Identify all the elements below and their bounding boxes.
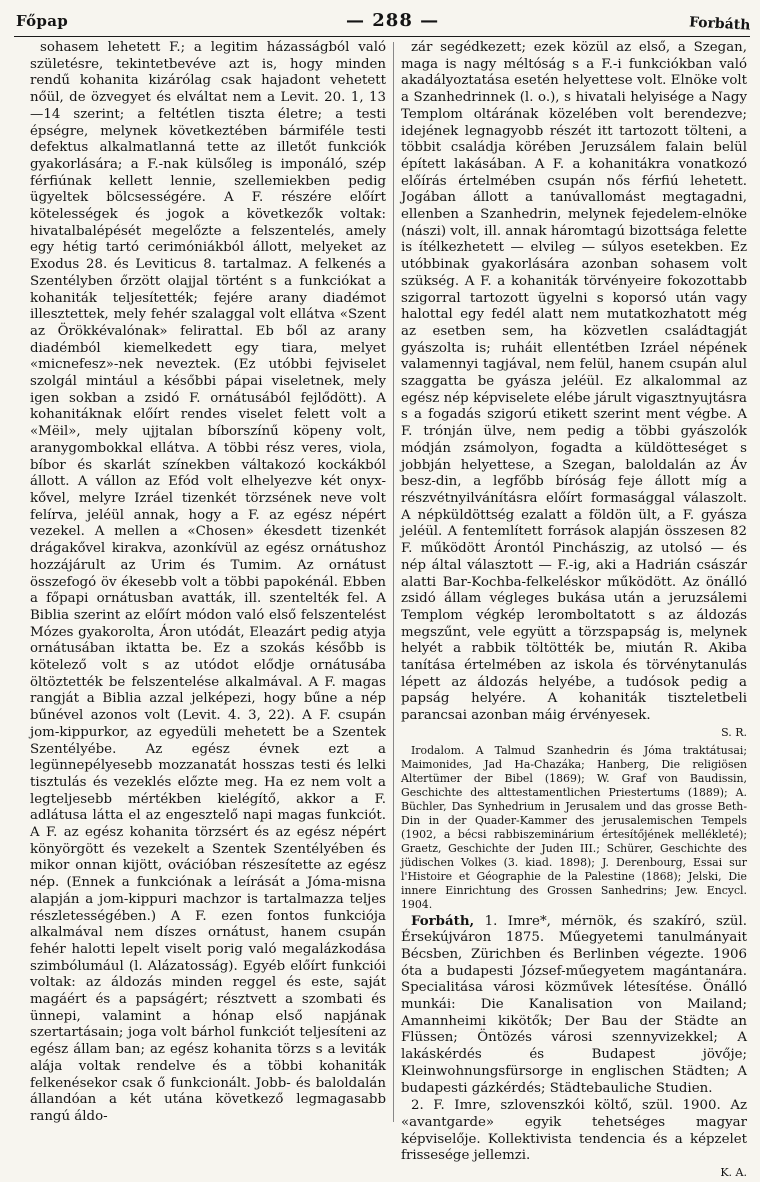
body-paragraph: sohasem lehetett F.; a legitim házasságból való születésre, tekintetbevéve azt is, hogy minden rendű kohanita kizárólag csak hajadont vehetett nőül, de özvegyet és elváltat nem a Levit. 20. 1, 13—14 szerint; a feltétlen tiszta életre; a testi épségre, melynek következtében bármiféle testi defektus alkalmatlanná tette az illetőt funkciók gyakorlására; a F.-nak külsőleg is imponáló, szép férfiúnak kellett lennie, szellemiekben pedig ügyeltek bölcsességére. A F. részére előírt kötelességek és jogok a következők voltak: hivatalbalépését megelőzte a felszentelés, amely egy hétig tartó cerimóniákból állott, melyeket az Exodus 28. és Leviticus 8. tartalmaz. A felkenés a Szentélyben őrzött olajjal történt s a funkciókat a kohaniták teljesítették; fejére arany diadémot illesztettek, mely fehér szalaggal volt ellátva «Szent az Örökkévalónak» felirattal. Eb ből az arany diadémból kiemelkedett egy tiara, melyet «micnefesz»-nek neveztek. (Ez utóbbi fejviselet szolgál mintául a későbbi pápai viseletnek, mely igen sokban a zsidó F. ornátusából fejlődött). A kohanitáknak előírt rendes viselet felett volt a «Mëil», mely ujjtalan bíborszínű köpeny volt, aranygombokkal ellátva. A többi rész veres, viola, bíbor és skarlát színekben váltakozó kockákból állott. A vállon az Efód volt elhelyezve két onyx-kővel, melyre Izráel tizenkét törzsének neve volt felírva, jeléül annak, hogy a F. az egész népért vezekel. A mellen a «Chosen» ékesdett tizenkét drágakővel kirakva, azonkívül az egész ornátushoz hozzájárult az Urim és Tumim. Az ornátust összefogó öv ékesebb volt a többi papokénál. Ebben a főpapi ornátusban avatták, ill. szentelték fel. A Biblia szerint az előírt módon való első felszentelést Mózes gyakorolta, Áron utódát, Eleazárt pedig atyja ornátusában iktatta be. Ez a szokás később is kötelező volt s az utódot elődje ornátusába öltöztették be felszentelése alkalmával. A F. magas rangját a Biblia azzal jelképezi, hogy bűne a nép bűnével azonos volt (Levit. 4. 3, 22). A F. csupán jom-kippurkor, az egyedüli mehetett be a Szentek Szentélyébe. Az egész évnek ezt a legünnepélyesebb mozzanatát hosszas testi és lelki tisztulás és vezeklés előzte meg. Ha ez nem volt a legteljesebb mértékben kielégítő, akkor a F. adlátusa látta el az engesztelő napi magas funkciót. A F. az egész kohanita törzsért és az egész népért könyörgött és vezekelt a Szentek Szentélyében és mikor onnan kijött, ovációban részesítette az egész nép. (Ennek a funkciónak a leírását a Jóma-misna alapján a jom-kippuri machzor is tartalmazza teljes részletességében.) A F. ezen fontos funkciója alkalmával nem díszes ornátust, hanem csupán fehér halotti lepelt viselt porig való megalázkodása szimbólumául (l. Alázatosság). Egyéb előírt funkciói voltak: az áldozás minden reggel és este, saját magáért és a papságért; résztvett a szombati és ünnepi, valamint a hónap első napjának szertartásain; joga volt bárhol funkciót teljesíteni az egész állam ban; az egész kohanita törzs s a leviták alája voltak rendelve és a többi kohaniták felkenésekor csak ő funkcionált. Jobb- és baloldalán állandóan a két utána következő legmagasabb rangú áldo- — [30, 40, 386, 1124]
entry-headword: Forbáth, — [411, 912, 475, 929]
body-paragraph: zár segédkezett; ezek közül az első, a Szegan, maga is nagy méltóság s a F.-i funkciókban való akadályoztatása esetén helyettese volt. Elnöke volt a Szanhedrinnek (l. o.), s hivatali helyisége a Nagy Templom oltárának közelében volt berendezve; idejének legnagyobb részét itt tartozott tölteni, a többit családja körében Jeruzsálem falain belül épített lakásában. A F. a kohanitákra vonatkozó előírás értelmében csupán nős férfiú lehetett. Jogában állott a tanúvallomást megtagadni, ellenben a Szanhedrin, melynek fejedelem-elnöke (nászi) volt, ill. annak háromtagú bizottsága felette is ítélkezhetett — elvileg — súlyos esetekben. Ez utóbbinak gyakorlására azonban sohasem volt szükség. A F. a kohaniták törvényeire fokozottabb szigorral tartozott ügyelni s koporsó után vagy halottal egy fedél alatt nem mutatkozhatott még az esetben sem, ha közvetlen családtagját gyászolta is; ruháit ellentétben Izráel népének valamennyi tagjával, nem felül, hanem csupán alul szaggatta be gyásza jeléül. Ez alkalommal az egész nép képviselete elébe járult vigasztnyujtásra s a fogadás szigorú etikett szerint ment végbe. A F. trónján ülve, nem pedig a többi gyászolók módján zsámolyon, fogadta a küldötteséget s jobbján helyettese, a Szegan, baloldalán az Áv besz-din, a legfőbb bíróság feje állott míg a részvétnyilvánításra előírt formasággal válaszolt. A népküldöttség ezalatt a földön ült, a F. gyásza jeléül. A fentemlített források alapján összesen 82 F. működött Árontól Pinchászig, az utolsó — és nép által választott — F.-ig, aki a Hadrián császár alatti Bar-Kochba-felkeléskor működött. Az önálló zsidó állam végleges bukása után a jeruzsálemi Templom végkép leromboltatott s az áldozás megszűnt, vele együtt a törzspapság is, melynek helyét a rabbik töltötték be, miután R. Akiba tanítása értelmében az iskola és törvénytanulás lépett az áldozás helyébe, a tudósok pedig a papság helyére. A kohaniták tiszteletbeli parancsai azonban máig érvényesek. — [401, 40, 747, 724]
right-column — [401, 40, 747, 1180]
entry-forbath-2: 2. F. Imre, szlovenszkói költő, szül. 1900. Az «avantgarde» egyik tehetséges magyar képviselője. Kollektivista tendencia és a képzelet frissesége jellemzi. — [401, 1098, 747, 1164]
entry-forbath-1 — [401, 913, 747, 1098]
literature-list: Irodalom. A Talmud Szanhedrin és Jóma traktátusai; Maimonides, Jad Ha-Chazáka; Hanberg, Die religiösen Altertümer der Bibel (1869); W. Graf von Baudissin, Geschichte des alttestamentlichen Priestertums (1889); A. Büchler, Das Synhedrium in Jerusalem und das grosse Beth-Din in der Quader-Kammer des jerusalemischen Tempels (1902, a bécsi rabbiszeminárium értesítőjének mellékleté); Graetz, Geschichte der Juden III.; Schürer, Geschichte des jüdischen Volkes (3. kiad. 1898); J. Derenbourg, Essai sur l'Histoire et Géographie de la Palestine (1868); Jelski, Die innere Einrichtung des Grossen Sanhedrins; Jew. Encycl. 1904. — [401, 743, 747, 911]
author-signature-2: K. A. — [720, 1166, 747, 1180]
author-signature: S. R. — [721, 725, 747, 739]
column-divider — [393, 42, 394, 1122]
left-column — [30, 40, 386, 1130]
entry-text: 1. Imre*, mérnök, és szakíró, szül. Érsekújváron 1875. Műegyetemi tanulmányait Bécsben, Zürichben és Berlinben végezte. 1906 óta a budapesti József-műegyetem magántanára. Specialitása városi közművek létesítése. Önálló munkái: Die Kanalisation von Mailand; Amannheimi kikötők; Der Bau der Städte an Flüssen; Öntözés városi szennyvizekkel; A lakáskérdés és Budapest jövője; Kleinwohnungsfürsorge in englischen Städten; A budapesti gázkérdés; Städtebauliche Studien. — [401, 913, 747, 1096]
header-left-keyword: Főpap — [16, 12, 69, 30]
header-right-keyword: Forbáth — [688, 14, 751, 34]
page-number: — 288 — — [346, 10, 440, 31]
page-header — [14, 6, 750, 37]
